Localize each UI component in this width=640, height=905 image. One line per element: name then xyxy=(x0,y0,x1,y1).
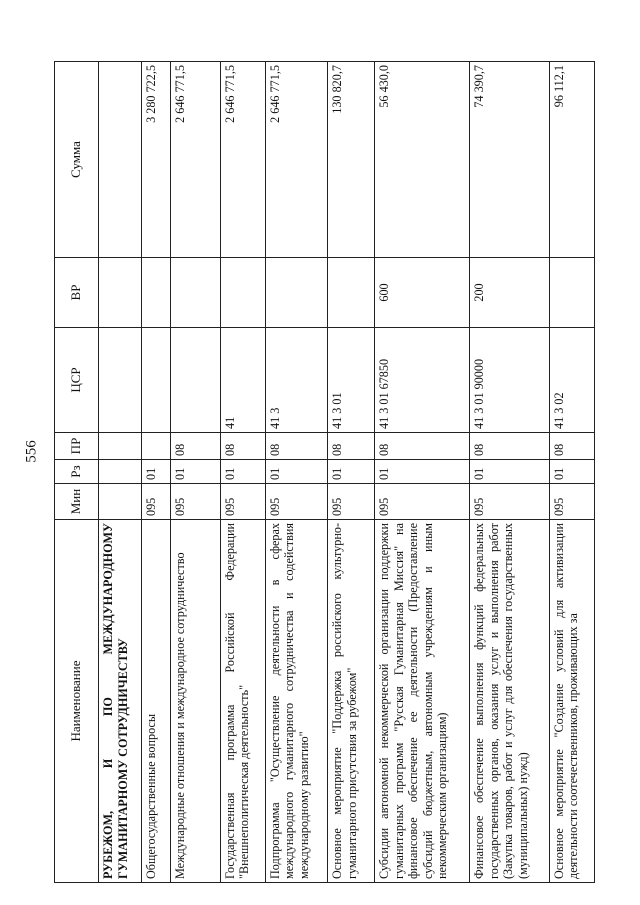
row-csr xyxy=(171,328,220,433)
header-pr: ПР xyxy=(55,433,99,460)
header-min: Мин xyxy=(55,484,99,520)
row-rz: 01 xyxy=(470,460,550,484)
row-rz: 01 xyxy=(328,460,375,484)
row-name: Основное мероприятие "Поддержка российского культурно-гуманитарного присутствия за рубежом" xyxy=(328,520,375,883)
row-name: Основное мероприятие "Создание условий для активизации деятельности соотечественников, проживающих за xyxy=(549,520,594,883)
table-row xyxy=(328,62,375,883)
row-sum: 2 646 771,5 xyxy=(265,62,327,258)
row-pr: 08 xyxy=(220,433,265,460)
header-rz: Рз xyxy=(55,460,99,484)
row-rz: 01 xyxy=(375,460,470,484)
table-row xyxy=(220,62,265,883)
row-vr xyxy=(171,258,220,328)
row-sum: 74 390,7 xyxy=(470,62,550,258)
row-rz xyxy=(99,460,142,484)
row-csr: 41 xyxy=(220,328,265,433)
row-sum: 56 430,0 xyxy=(375,62,470,258)
row-sum: 2 646 771,5 xyxy=(171,62,220,258)
row-vr xyxy=(328,258,375,328)
row-min xyxy=(99,484,142,520)
row-csr xyxy=(142,328,171,433)
table-row xyxy=(99,62,142,883)
row-name: Финансовое обеспечение выполнения функций федеральных государственных органов, оказания услуг и выполнения работ (Закупка товаров, работ и услуг для обеспечения государственных (муниципальных) нужд) xyxy=(470,520,550,883)
row-sum xyxy=(99,62,142,258)
row-vr xyxy=(549,258,594,328)
row-rz: 01 xyxy=(142,460,171,484)
row-min: 095 xyxy=(220,484,265,520)
row-pr: 08 xyxy=(171,433,220,460)
header-name: Наименование xyxy=(55,520,99,883)
row-pr xyxy=(99,433,142,460)
row-name: Подпрограмма "Осуществление деятельности в сферах международного гуманитарного сотрудничества и содействия международному развитию" xyxy=(265,520,327,883)
header-csr: ЦСР xyxy=(55,328,99,433)
row-pr: 08 xyxy=(265,433,327,460)
row-sum: 2 646 771,5 xyxy=(220,62,265,258)
row-vr xyxy=(220,258,265,328)
row-name: Государственная программа Российской Федерации "Внешнеполитическая деятельность" xyxy=(220,520,265,883)
row-rz: 01 xyxy=(265,460,327,484)
row-min: 095 xyxy=(265,484,327,520)
row-pr: 08 xyxy=(375,433,470,460)
row-rz: 01 xyxy=(549,460,594,484)
row-min: 095 xyxy=(549,484,594,520)
header-vr: ВР xyxy=(55,258,99,328)
row-csr: 41 3 xyxy=(265,328,327,433)
row-vr xyxy=(99,258,142,328)
row-vr xyxy=(265,258,327,328)
row-name: Международные отношения и международное сотрудничество xyxy=(171,520,220,883)
row-name: РУБЕЖОМ, И ПО МЕЖДУНАРОДНОМУ ГУМАНИТАРНОМУ СОТРУДНИЧЕСТВУ xyxy=(99,520,142,883)
budget-table xyxy=(54,61,595,883)
header-sum: Сумма xyxy=(55,62,99,258)
table-header-row xyxy=(55,62,99,883)
row-rz: 01 xyxy=(171,460,220,484)
row-sum: 96 112,1 xyxy=(549,62,594,258)
row-csr: 41 3 01 90000 xyxy=(470,328,550,433)
row-sum: 130 820,7 xyxy=(328,62,375,258)
row-csr: 41 3 01 67850 xyxy=(375,328,470,433)
row-vr: 200 xyxy=(470,258,550,328)
row-vr: 600 xyxy=(375,258,470,328)
table-row xyxy=(142,62,171,883)
row-pr: 08 xyxy=(328,433,375,460)
row-min: 095 xyxy=(470,484,550,520)
table-row xyxy=(265,62,327,883)
table-row xyxy=(549,62,594,883)
row-rz: 01 xyxy=(220,460,265,484)
row-csr: 41 3 01 xyxy=(328,328,375,433)
row-sum: 3 280 722,5 xyxy=(142,62,171,258)
rotated-table-container xyxy=(54,62,595,883)
row-min: 095 xyxy=(328,484,375,520)
row-pr xyxy=(142,433,171,460)
row-csr xyxy=(99,328,142,433)
row-csr: 41 3 02 xyxy=(549,328,594,433)
page-number: 556 xyxy=(23,440,40,463)
row-pr: 08 xyxy=(549,433,594,460)
table-row xyxy=(470,62,550,883)
row-name: Субсидии автономной некоммерческой организации поддержки гуманитарных программ "Русская Гуманитарная Миссия" на финансовое обеспечение ее деятельности (Предоставление субсидий бюджетным, автономным учреждениям и иным некоммерческим организациям) xyxy=(375,520,470,883)
row-vr xyxy=(142,258,171,328)
table-row xyxy=(375,62,470,883)
row-min: 095 xyxy=(171,484,220,520)
row-pr: 08 xyxy=(470,433,550,460)
row-min: 095 xyxy=(375,484,470,520)
table-row xyxy=(171,62,220,883)
row-min: 095 xyxy=(142,484,171,520)
row-name: Общегосударственные вопросы xyxy=(142,520,171,883)
